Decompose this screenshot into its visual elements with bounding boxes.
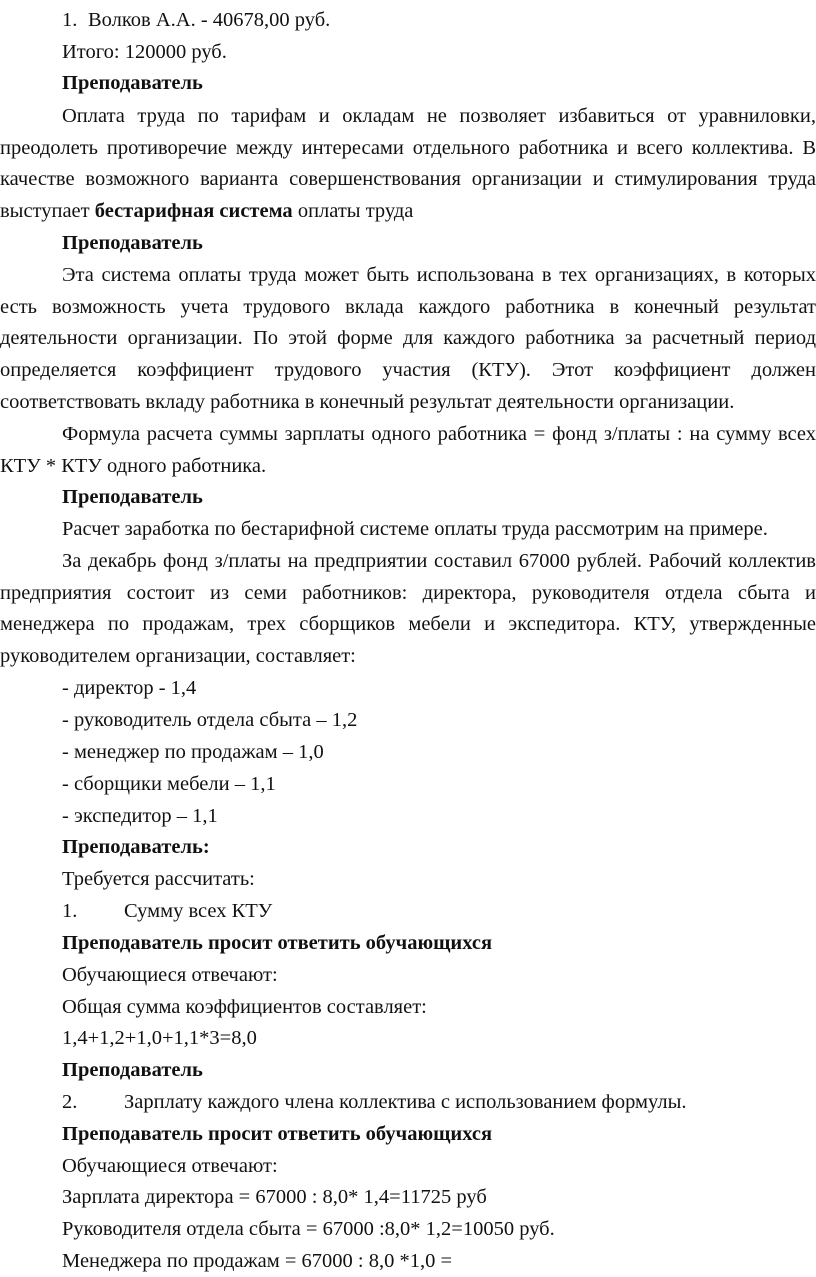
answer-line: 1,4+1,2+1,0+1,1*3=8,0 xyxy=(62,1027,257,1049)
paragraph-line: определяется коэффициент трудового участия (КТУ). Этот коэффициент должен xyxy=(0,359,816,381)
paragraph-line: есть возможность учета трудового вклада каждого работника в конечный результат xyxy=(0,296,816,318)
list-item: - сборщики мебели – 1,1 xyxy=(62,773,276,795)
paragraph-line: качестве возможного варианта совершенствования организации и стимулирования труда xyxy=(0,168,816,190)
speaker-label: Преподаватель просит ответить обучающихся xyxy=(62,1123,493,1145)
paragraph-line: Оплата труда по тарифам и окладам не позволяет избавиться от уравниловки, xyxy=(62,105,816,127)
item-number: 1. xyxy=(62,9,78,31)
answer-line: Общая сумма коэффициентов составляет: xyxy=(62,996,427,1018)
item-number: 2. xyxy=(62,1091,78,1113)
task-intro: Требуется рассчитать: xyxy=(62,868,255,890)
answer-intro: Обучающиеся отвечают: xyxy=(62,964,278,986)
item-text: Зарплату каждого члена коллектива с использованием формулы. xyxy=(124,1091,687,1113)
speaker-label: Преподаватель xyxy=(62,1059,203,1081)
text-run: оплаты труда xyxy=(292,200,414,222)
numbered-item-2 xyxy=(0,1086,816,1118)
paragraph-line: предприятия состоит из семи работников: директора, руководителя отдела сбыта и xyxy=(0,582,816,604)
speaker-label: Преподаватель xyxy=(62,486,203,508)
item-number: 1. xyxy=(62,900,78,922)
item-text: Волков А.А. - 40678,00 руб. xyxy=(88,9,331,31)
answer-line: Зарплата директора = 67000 : 8,0* 1,4=11725 руб xyxy=(62,1186,487,1208)
speaker-label: Преподаватель просит ответить обучающихся xyxy=(62,932,493,954)
formula-line: КТУ * КТУ одного работника. xyxy=(0,455,267,477)
list-item: - директор - 1,4 xyxy=(62,677,197,699)
answer-intro: Обучающиеся отвечают: xyxy=(62,1155,278,1177)
numbered-item-1 xyxy=(0,895,816,927)
paragraph-line: соответствовать вкладу работника в конечный результат деятельности организации. xyxy=(0,391,735,413)
paragraph-line: преодолеть противоречие между интересами отдельного работника и всего коллектива. В xyxy=(0,137,816,159)
total-line: Итого: 120000 руб. xyxy=(62,41,227,63)
speaker-label: Преподаватель xyxy=(62,232,203,254)
paragraph-line: руководителем организации, составляет: xyxy=(0,645,356,667)
speaker-label: Преподаватель: xyxy=(62,836,210,858)
text-run: выступает xyxy=(0,200,95,222)
item-text: Сумму всех КТУ xyxy=(124,900,273,922)
paragraph-line: менеджера по продажам, трех сборщиков мебели и экспедитора. КТУ, утвержденные xyxy=(0,613,816,635)
list-item: - экспедитор – 1,1 xyxy=(62,805,218,827)
numbered-item-1 xyxy=(0,4,816,36)
paragraph-line xyxy=(0,195,816,227)
answer-line: Руководителя отдела сбыта = 67000 :8,0* 1,2=10050 руб. xyxy=(62,1218,555,1240)
list-item: - руководитель отдела сбыта – 1,2 xyxy=(62,709,358,731)
speaker-label: Преподаватель xyxy=(62,72,203,94)
formula-line: Формула расчета суммы зарплаты одного работника = фонд з/платы : на сумму всех xyxy=(62,423,816,445)
list-item: - менеджер по продажам – 1,0 xyxy=(62,741,324,763)
bold-term: бестарифная система xyxy=(94,200,293,222)
paragraph-line: За декабрь фонд з/платы на предприятии составил 67000 рублей. Рабочий коллектив xyxy=(62,550,816,572)
answer-line: Менеджера по продажам = 67000 : 8,0 *1,0 = xyxy=(62,1250,453,1272)
paragraph-line: деятельности организации. По этой форме для каждого работника за расчетный период xyxy=(0,327,816,349)
paragraph-line: Расчет заработка по бестарифной системе оплаты труда рассмотрим на примере. xyxy=(62,518,768,540)
paragraph-line: Эта система оплаты труда может быть использована в тех организациях, в которых xyxy=(62,264,816,286)
